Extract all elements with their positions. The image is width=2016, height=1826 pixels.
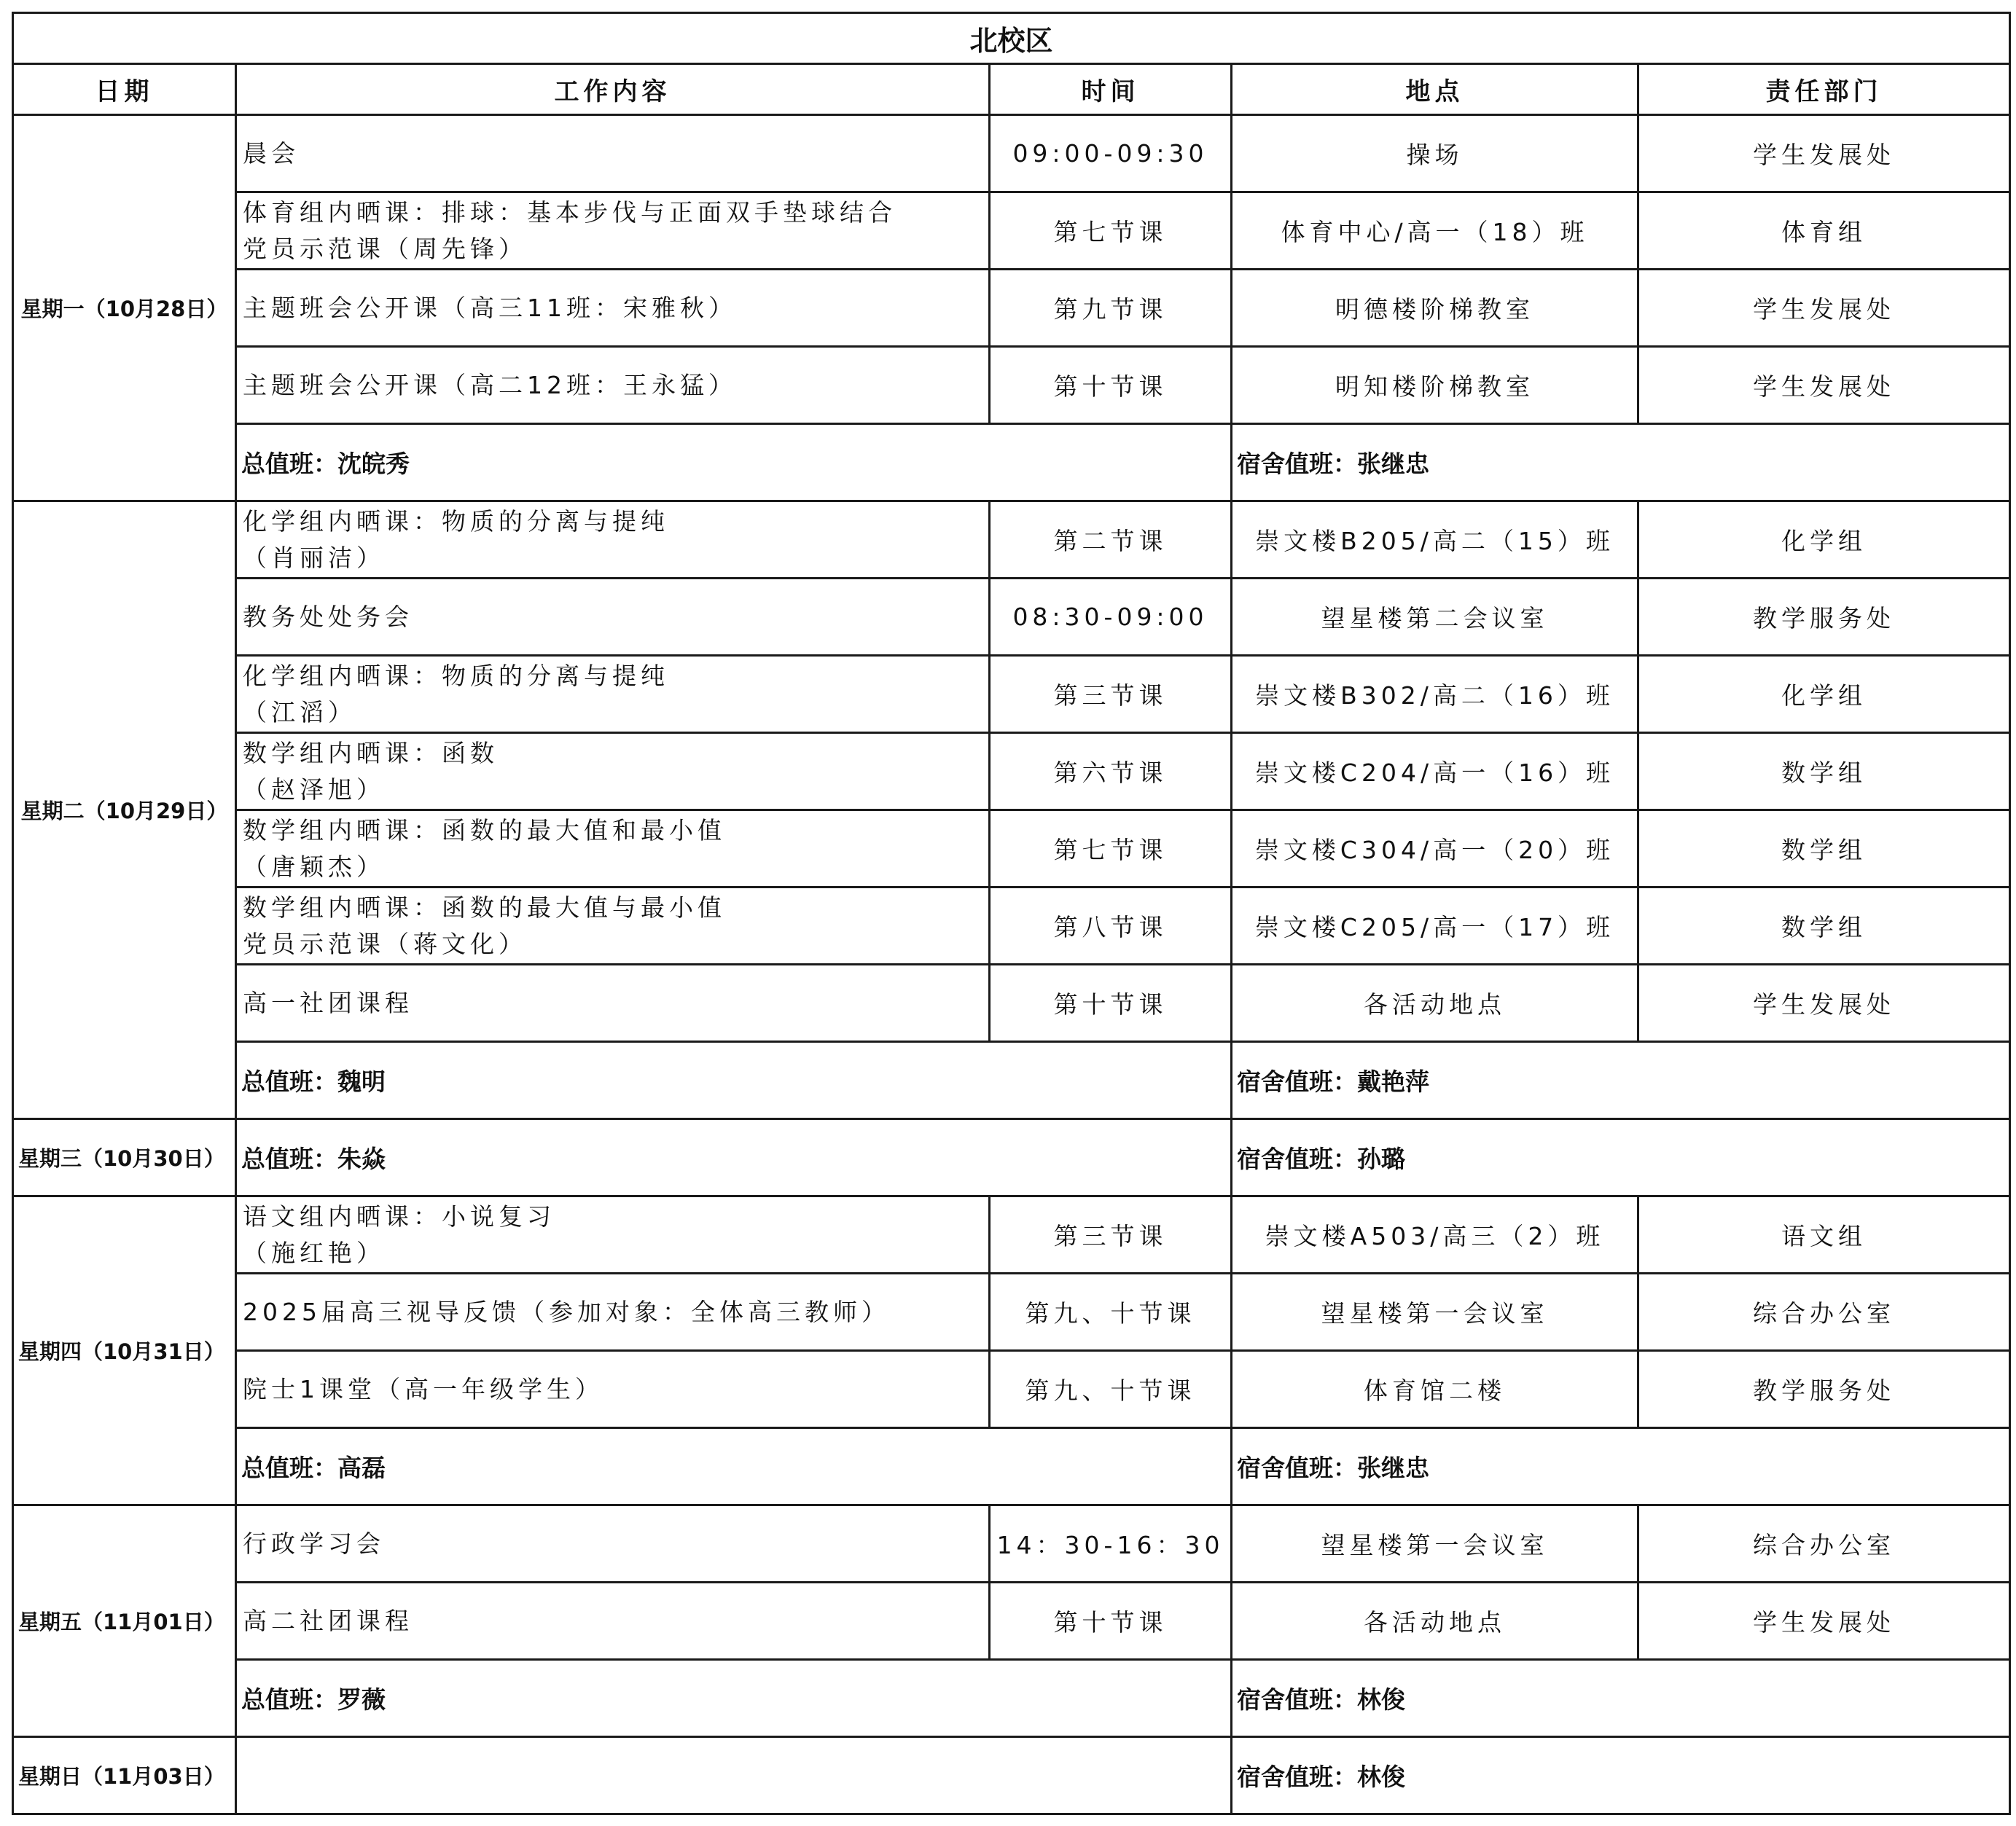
day-label-wednesday: 星期三（10月30日） bbox=[13, 1119, 236, 1196]
table-row bbox=[13, 270, 2010, 347]
work-dept: 化学组 bbox=[1638, 501, 2010, 579]
work-content-line2: （江滔） bbox=[243, 697, 356, 726]
work-content bbox=[236, 501, 990, 579]
work-content-line1: 化学组内晒课：物质的分离与提纯 bbox=[243, 506, 669, 536]
work-time: 第三节课 bbox=[990, 1196, 1232, 1274]
work-content-line2: （肖丽洁） bbox=[243, 543, 385, 572]
dorm-duty: 宿舍值班：孙璐 bbox=[1232, 1119, 2010, 1196]
work-time: 14：30-16：30 bbox=[990, 1505, 1232, 1583]
work-dept: 体育组 bbox=[1638, 192, 2010, 270]
table-row bbox=[13, 115, 2010, 192]
header-content: 工作内容 bbox=[236, 64, 990, 115]
work-content-line2: 党员示范课（蒋文化） bbox=[243, 929, 527, 958]
work-content-line1: 主题班会公开课（高二12班：王永猛） bbox=[243, 370, 737, 399]
work-time: 第七节课 bbox=[990, 192, 1232, 270]
work-dept: 语文组 bbox=[1638, 1196, 2010, 1274]
work-content-line1: 数学组内晒课：函数的最大值和最小值 bbox=[243, 815, 726, 845]
work-time: 第十节课 bbox=[990, 965, 1232, 1042]
work-content bbox=[236, 1583, 990, 1660]
duty-row bbox=[13, 1428, 2010, 1505]
work-place: 操场 bbox=[1232, 115, 1638, 192]
work-time: 第六节课 bbox=[990, 733, 1232, 810]
work-dept: 数学组 bbox=[1638, 733, 2010, 810]
day-label-monday: 星期一（10月28日） bbox=[13, 115, 236, 501]
work-time: 第九、十节课 bbox=[990, 1274, 1232, 1351]
work-content bbox=[236, 1274, 990, 1351]
work-time: 第九节课 bbox=[990, 270, 1232, 347]
day-label-thursday: 星期四（10月31日） bbox=[13, 1196, 236, 1505]
work-time: 第九、十节课 bbox=[990, 1351, 1232, 1428]
work-time: 第八节课 bbox=[990, 887, 1232, 965]
dorm-duty: 宿舍值班：张继忠 bbox=[1232, 1428, 2010, 1505]
work-content-line1: 化学组内晒课：物质的分离与提纯 bbox=[243, 661, 669, 690]
work-dept: 学生发展处 bbox=[1638, 115, 2010, 192]
work-dept: 综合办公室 bbox=[1638, 1274, 2010, 1351]
work-content bbox=[236, 270, 990, 347]
day-label-tuesday: 星期二（10月29日） bbox=[13, 501, 236, 1119]
work-place: 望星楼第一会议室 bbox=[1232, 1274, 1638, 1351]
work-place: 体育中心/高一（18）班 bbox=[1232, 192, 1638, 270]
work-time: 第二节课 bbox=[990, 501, 1232, 579]
work-dept: 教学服务处 bbox=[1638, 579, 2010, 656]
table-row bbox=[13, 347, 2010, 424]
work-content bbox=[236, 1505, 990, 1583]
work-dept: 数学组 bbox=[1638, 887, 2010, 965]
work-content bbox=[236, 1196, 990, 1274]
table-row bbox=[13, 656, 2010, 733]
work-place: 崇文楼B205/高二（15）班 bbox=[1232, 501, 1638, 579]
work-dept: 化学组 bbox=[1638, 656, 2010, 733]
work-content-line2: 党员示范课（周先锋） bbox=[243, 234, 527, 263]
work-content-line1: 高一社团课程 bbox=[243, 988, 413, 1017]
work-content-line1: 数学组内晒课：函数 bbox=[243, 738, 499, 767]
work-content-line1: 数学组内晒课：函数的最大值与最小值 bbox=[243, 893, 726, 922]
work-content bbox=[236, 656, 990, 733]
work-place: 崇文楼A503/高三（2）班 bbox=[1232, 1196, 1638, 1274]
table-row bbox=[13, 1196, 2010, 1274]
table-row bbox=[13, 965, 2010, 1042]
dorm-duty: 宿舍值班：戴艳萍 bbox=[1232, 1042, 2010, 1119]
work-content-line2: （赵泽旭） bbox=[243, 775, 385, 804]
work-content-line1: 高二社团课程 bbox=[243, 1606, 413, 1635]
work-content bbox=[236, 887, 990, 965]
work-dept: 学生发展处 bbox=[1638, 270, 2010, 347]
work-dept: 教学服务处 bbox=[1638, 1351, 2010, 1428]
work-place: 各活动地点 bbox=[1232, 1583, 1638, 1660]
work-content-line1: 晨会 bbox=[243, 138, 300, 168]
day-label-friday: 星期五（11月01日） bbox=[13, 1505, 236, 1737]
dorm-duty: 宿舍值班：张继忠 bbox=[1232, 424, 2010, 501]
work-place: 望星楼第二会议室 bbox=[1232, 579, 1638, 656]
table-row bbox=[13, 810, 2010, 887]
general-duty: 总值班：罗薇 bbox=[236, 1660, 1232, 1737]
work-dept: 综合办公室 bbox=[1638, 1505, 2010, 1583]
table-row bbox=[13, 733, 2010, 810]
work-content bbox=[236, 733, 990, 810]
work-time: 第三节课 bbox=[990, 656, 1232, 733]
work-content-line1: 语文组内晒课：小说复习 bbox=[243, 1202, 555, 1231]
header-dept: 责任部门 bbox=[1638, 64, 2010, 115]
general-duty-empty bbox=[236, 1737, 1232, 1814]
header-date: 日期 bbox=[13, 64, 236, 115]
table-row bbox=[13, 501, 2010, 579]
header-place: 地点 bbox=[1232, 64, 1638, 115]
work-dept: 数学组 bbox=[1638, 810, 2010, 887]
work-dept: 学生发展处 bbox=[1638, 965, 2010, 1042]
table-row bbox=[13, 1583, 2010, 1660]
work-time: 第七节课 bbox=[990, 810, 1232, 887]
work-dept: 学生发展处 bbox=[1638, 347, 2010, 424]
duty-row bbox=[13, 1737, 2010, 1814]
table-row bbox=[13, 887, 2010, 965]
dorm-duty: 宿舍值班：林俊 bbox=[1232, 1660, 2010, 1737]
work-time: 09:00-09:30 bbox=[990, 115, 1232, 192]
work-time: 第十节课 bbox=[990, 347, 1232, 424]
work-content-line1: 院士1课堂（高一年级学生） bbox=[243, 1374, 603, 1403]
work-content-line2: （唐颖杰） bbox=[243, 852, 385, 881]
work-content bbox=[236, 579, 990, 656]
work-content bbox=[236, 115, 990, 192]
duty-row bbox=[13, 1660, 2010, 1737]
day-label-sunday: 星期日（11月03日） bbox=[13, 1737, 236, 1814]
table-title: 北校区 bbox=[13, 13, 2010, 64]
work-place: 望星楼第一会议室 bbox=[1232, 1505, 1638, 1583]
work-time: 第十节课 bbox=[990, 1583, 1232, 1660]
work-content bbox=[236, 347, 990, 424]
duty-row bbox=[13, 1042, 2010, 1119]
general-duty: 总值班：朱焱 bbox=[236, 1119, 1232, 1196]
general-duty: 总值班：高磊 bbox=[236, 1428, 1232, 1505]
general-duty: 总值班：沈皖秀 bbox=[236, 424, 1232, 501]
table-row bbox=[13, 192, 2010, 270]
work-place: 明德楼阶梯教室 bbox=[1232, 270, 1638, 347]
work-content bbox=[236, 965, 990, 1042]
work-place: 明知楼阶梯教室 bbox=[1232, 347, 1638, 424]
work-place: 体育馆二楼 bbox=[1232, 1351, 1638, 1428]
table-row bbox=[13, 579, 2010, 656]
work-content bbox=[236, 1351, 990, 1428]
work-place: 崇文楼C205/高一（17）班 bbox=[1232, 887, 1638, 965]
table-row bbox=[13, 1274, 2010, 1351]
work-content bbox=[236, 810, 990, 887]
work-place: 崇文楼C204/高一（16）班 bbox=[1232, 733, 1638, 810]
schedule-table bbox=[12, 12, 2011, 1815]
work-dept: 学生发展处 bbox=[1638, 1583, 2010, 1660]
general-duty: 总值班：魏明 bbox=[236, 1042, 1232, 1119]
work-content-line1: 主题班会公开课（高三11班：宋雅秋） bbox=[243, 293, 737, 322]
dorm-duty: 宿舍值班：林俊 bbox=[1232, 1737, 2010, 1814]
work-place: 崇文楼C304/高一（20）班 bbox=[1232, 810, 1638, 887]
work-place: 各活动地点 bbox=[1232, 965, 1638, 1042]
work-content-line1: 行政学习会 bbox=[243, 1529, 385, 1558]
work-time: 08:30-09:00 bbox=[990, 579, 1232, 656]
header-time: 时间 bbox=[990, 64, 1232, 115]
work-content-line1: 体育组内晒课：排球：基本步伐与正面双手垫球结合 bbox=[243, 197, 896, 227]
work-content-line1: 教务处处务会 bbox=[243, 602, 413, 631]
work-content-line2: （施红艳） bbox=[243, 1238, 385, 1267]
work-content bbox=[236, 192, 990, 270]
duty-row bbox=[13, 424, 2010, 501]
duty-row bbox=[13, 1119, 2010, 1196]
table-row bbox=[13, 1505, 2010, 1583]
work-content-line1: 2025届高三视导反馈（参加对象：全体高三教师） bbox=[243, 1297, 890, 1326]
table-row bbox=[13, 1351, 2010, 1428]
work-place: 崇文楼B302/高二（16）班 bbox=[1232, 656, 1638, 733]
